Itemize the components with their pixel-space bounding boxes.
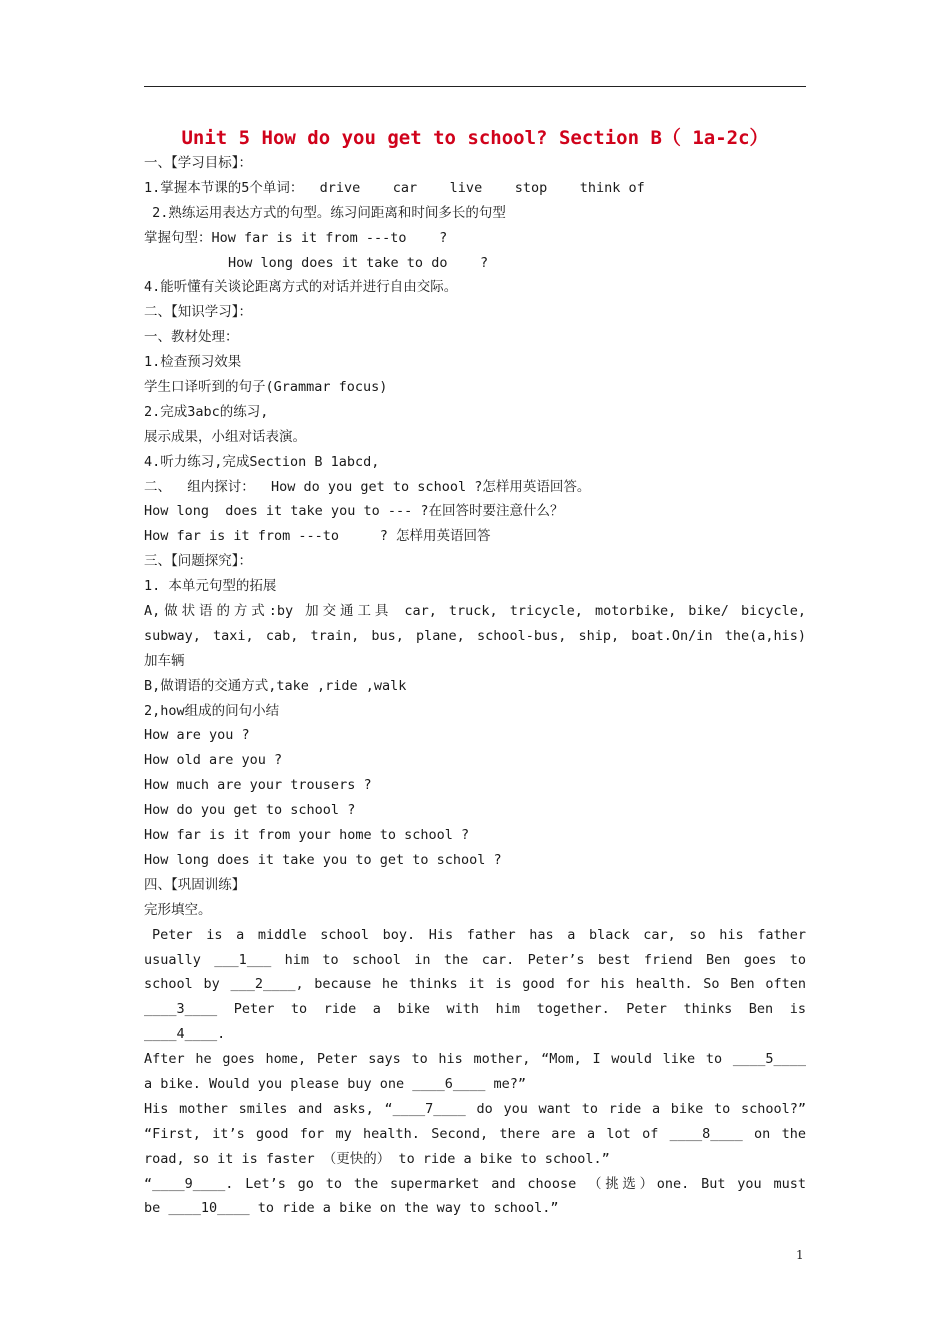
cloze-line: usually ___1___ him to school in the car. Peter’s best friend Ben goes to <box>144 951 806 968</box>
text-line: 2,how组成的问句小结 <box>144 702 280 719</box>
text-line: 完形填空。 <box>144 901 212 918</box>
text-line: How long does it take you to --- ?在回答时要注意什么？ <box>144 503 564 520</box>
section-heading-problems: 三、【问题探究】： <box>144 553 252 570</box>
cloze-line: His mother smiles and asks, “____7____ do you want to ride a bike to school?” <box>144 1100 806 1117</box>
text-line: 1.检查预习效果 <box>144 354 242 371</box>
text-line: 加车辆 <box>144 652 185 669</box>
text-line: How far is it from ---to ? 怎样用英语回答 <box>144 528 491 545</box>
cloze-line: road, so it is faster （更快的） to ride a bike to school.” <box>144 1150 610 1167</box>
text-line: B,做谓语的交通方式,take ,ride ,walk <box>144 677 407 694</box>
header-rule <box>144 86 806 87</box>
text-line: How old are you ? <box>144 752 283 769</box>
text-line: 2.完成3abc的练习, <box>144 403 269 420</box>
cloze-line: After he goes home, Peter says to his mother, “Mom, I would like to ____5____ <box>144 1051 806 1068</box>
cloze-line: “____9____. Let’s go to the supermarket and choose （挑选）one. But you must <box>144 1175 806 1192</box>
cloze-line: Peter is a middle school boy. His father has a black car, so his father <box>152 926 806 943</box>
section-heading-practice: 四、【巩固训练】 <box>144 876 246 893</box>
text-line: How do you get to school ? <box>144 802 356 819</box>
text-line: 展示成果，小组对话表演。 <box>144 428 306 445</box>
cloze-line: be ____10____ to ride a bike on the way to school.” <box>144 1200 559 1217</box>
text-line: 1. 本单元句型的拓展 <box>144 578 277 595</box>
text-line: How long does it take you to get to school ? <box>144 851 502 868</box>
text-line: subway, taxi, cab, train, bus, plane, school-bus, ship, boat.On/in the(a,his) <box>144 627 806 644</box>
text-line: How much are your trousers ? <box>144 777 372 794</box>
document-body <box>144 125 806 1221</box>
cloze-line: ____3____ Peter to ride a bike with him together. Peter thinks Ben is <box>144 1001 806 1018</box>
text-line: How far is it from your home to school ? <box>144 827 470 844</box>
text-line: How long does it take to do ? <box>228 254 489 271</box>
cloze-line: a bike. Would you please buy one ____6____ me?” <box>144 1075 527 1092</box>
section-heading-goals: 一、【学习目标】： <box>144 155 252 171</box>
text-line: 1.掌握本节课的5个单词： drive car live stop think of <box>144 179 645 196</box>
section-heading-discussion: 二、 组内探讨： How do you get to school ?怎样用英语回答。 <box>144 478 591 495</box>
cloze-line: “First, it’s good for my health. Second, there are a lot of ____8____ on the <box>144 1125 806 1142</box>
text-line: 4.听力练习,完成Section B 1abcd, <box>144 453 380 470</box>
text-line: A,做状语的方式:by 加交通工具 car, truck, tricycle, motorbike, bike/ bicycle, <box>144 603 806 620</box>
text-line: How are you ? <box>144 727 250 744</box>
section-heading-knowledge: 二、【知识学习】： <box>144 304 252 321</box>
text-line: 4.能听懂有关谈论距离方式的对话并进行自由交际。 <box>144 279 458 296</box>
page-title: Unit 5 How do you get to school? Section B（ 1a-2c） <box>181 127 769 149</box>
text-line: 一、教材处理： <box>144 329 239 346</box>
text-line: 掌握句型：How far is it from ---to ? <box>144 229 448 246</box>
text-line: 学生口译听到的句子(Grammar focus) <box>144 379 388 396</box>
page-number: 1 <box>796 1248 804 1262</box>
cloze-line: ____4____. <box>144 1026 226 1043</box>
text-line: 2.熟练运用表达方式的句型。练习问距离和时间多长的句型 <box>144 204 506 221</box>
cloze-line: school by ___2____, because he thinks it is good for his health. So Ben often <box>144 976 806 993</box>
